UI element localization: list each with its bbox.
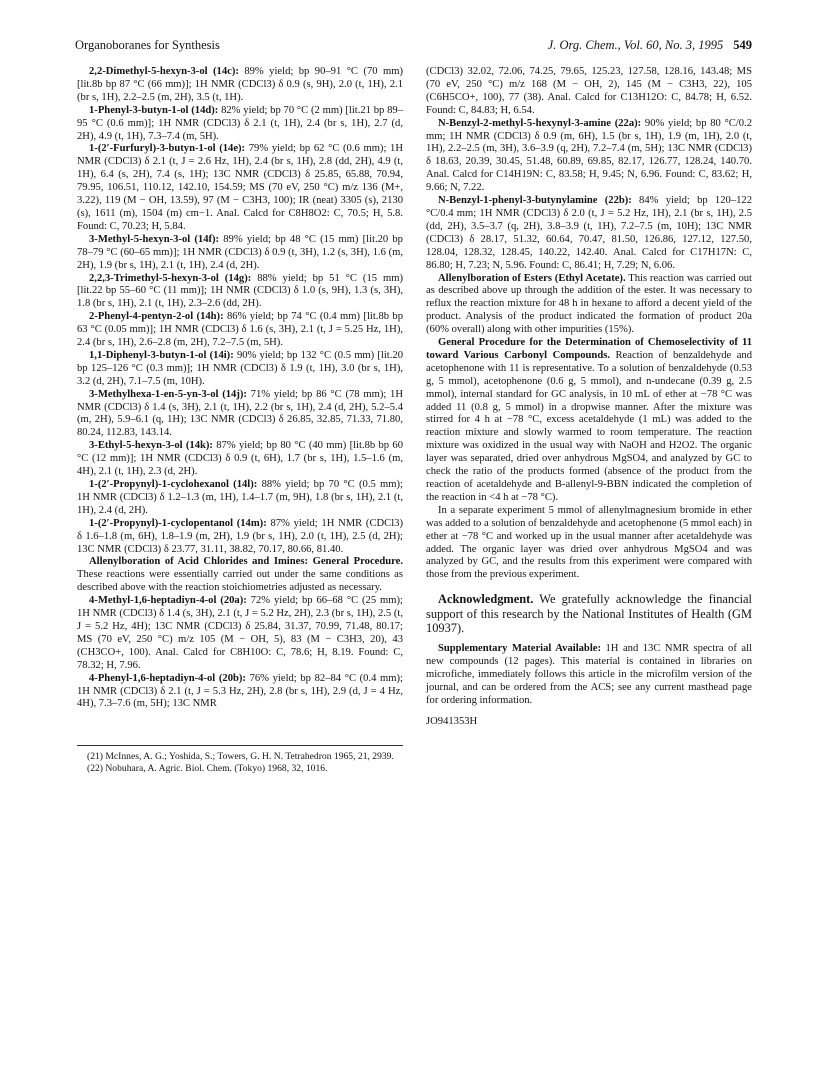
paragraph-heading: 2-Phenyl-4-pentyn-2-ol (14h): (89, 311, 224, 323)
paragraph-text: 90% yield; bp 132 °C (0.5 mm) [lit.20 bp 125–126 °C (0.3 mm)]; 1H NMR (CDCl3) δ 1.9 (t, 1H), 3.0 (br s, 1H), 3.2 (d, 2H), 7.1–7.5 (m, 10H). (77, 349, 403, 387)
procedure-paragraph (426, 118, 752, 195)
compound-paragraph (77, 673, 403, 712)
paragraph-text: In a separate experiment 5 mmol of allenylmagnesium bromide in ether was added to a solution of benzaldehyde and acetophenone (5 mmol each) in ether at −78 °C and worked up in the usual manner after acetaldehyde was added. The organic layer was dried over anhydrous MgSO4 and was analyzed by GC, and the results from this experiment were compared with those from the previous experiment. (426, 504, 752, 581)
paragraph-text: 90% yield; bp 80 °C/0.2 mm; 1H NMR (CDCl3) δ 0.9 (m, 6H), 1.5 (br s, 1H), 1.9 (m, 1H), 2.0 (t, 1H), 2.2–2.5 (m, 3H), 3.6–3.9 (q, 2H), 7.2–7.4 (m, 5H); 13C NMR (CDCl3) δ 18.63, 20.39, 30.45, 51.48, 60.89, 69.85, 82.17, 126.77, 128.24, 140.70. Anal. Calcd for C14H19N: C, 83.58; H, 9.45; N, 6.96. Found: C, 83.62; H, 9.66; N, 7.22. (426, 117, 753, 194)
paragraph-text: 89% yield; bp 48 °C (15 mm) [lit.20 bp 78–79 °C (60–65 mm)]; 1H NMR (CDCl3) δ 0.9 (t, 3H), 1.2 (s, 3H), 1.6 (m, 2H), 1.9 (br s, 1H), 2.1 (t, 1H), 2.4 (d, 2H). (77, 233, 403, 271)
paragraph-text: 89% yield; bp 90–91 °C (70 mm) [lit.8b bp 87 °C (66 mm)]; 1H NMR (CDCl3) δ 0.9 (s, 9H), 2.0 (t, 1H), 2.1 (br s, 1H), 2.2–2.5 (m, 2H), 3.5 (t, 1H). (77, 66, 403, 103)
compound-paragraph (77, 350, 403, 389)
paragraph-heading: Allenylboration of Esters (Ethyl Acetate). (438, 272, 626, 284)
compound-paragraph (77, 595, 403, 672)
paragraph-text: 88% yield; bp 51 °C (15 mm) [lit.22 bp 55–60 °C (11 mm)]; 1H NMR (CDCl3) δ 1.0 (s, 9H), 1.3 (s, 3H), 1.8 (br s, 1H), 2.1 (t, 1H), 2.3–2.6 (dd, 2H). (77, 272, 403, 310)
paragraph-heading: 1-(2′-Propynyl)-1-cyclopentanol (14m): (89, 517, 267, 529)
paragraph-heading: General Procedure for the Determination of Chemoselectivity of 11 toward Various Carbonyl Compounds. (426, 337, 752, 361)
supplementary-body: 1H and 13C NMR spectra of all new compounds (12 pages). This material is contained in libraries on microfiche, immediately follows this article in the microfilm version of the journal, and can be ordered from the ACS; see any current masthead page for ordering information. (426, 643, 752, 707)
compound-paragraph (77, 518, 403, 557)
paragraph-heading: N-Benzyl-2-methyl-5-hexynyl-3-amine (22a): (438, 117, 642, 129)
procedure-paragraph (426, 66, 752, 118)
procedure-paragraph (426, 505, 752, 582)
paragraph-heading: 1-(2′-Propynyl)-1-cyclohexanol (14l): (89, 479, 258, 490)
compound-paragraph (77, 273, 403, 312)
supplementary-title: Supplementary Material Available: (438, 643, 601, 655)
paragraph-heading: 3-Methyl-5-hexyn-3-ol (14f): (89, 233, 220, 245)
compound-paragraph (77, 311, 403, 350)
procedure-paragraph (426, 273, 752, 338)
paragraph-heading: 1,1-Diphenyl-3-butyn-1-ol (14i): (89, 349, 234, 361)
journal-name: J. Org. Chem., Vol. 60, No. 3, 1995 (547, 38, 724, 52)
running-title: Organoboranes for Synthesis (75, 38, 220, 52)
manuscript-id: JO941353H (426, 716, 478, 727)
procedure-paragraph (426, 337, 752, 505)
paragraph-text: 86% yield; bp 74 °C (0.4 mm) [lit.8b bp 63 °C (0.05 mm)]; 1H NMR (CDCl3) δ 1.6 (s, 3H), 2.1 (t, J = 5.25 Hz, 1H), 2.4 (br s, 1H), 2.6–2.8 (m, 2H), 7.2–7.5 (m, 5H). (77, 311, 404, 349)
paragraph-heading: N-Benzyl-1-phenyl-3-butynylamine (22b): (438, 195, 632, 207)
paragraph-heading: 1-(2′-Furfuryl)-3-butyn-1-ol (14e): (89, 143, 246, 155)
paragraph-text: 71% yield; bp 86 °C (78 mm); 1H NMR (CDCl3) δ 1.4 (s, 3H), 2.1 (t, 1H), 2.2 (br s, 1H), 2.4 (d, 2H), 5.2–5.4 (m, 2H), 5.9–6.1 (q, 1H); 13C NMR (CDCl3) δ 26.85, 32.85, 71.33, 71.80, 80.24, 112.83, 143.14. (77, 388, 403, 439)
paragraph-text: These reactions were essentially carried out under the same conditions as described above with the reaction stoichiometries adjusted as necessary. (77, 569, 403, 594)
right-column (426, 66, 752, 729)
paragraph-text: Reaction of benzaldehyde and acetophenone with 11 is representative. To a solution of benzaldehyde (0.53 g, 5 mmol), acetophenone (0.6 g, 5 mmol), and n-undecane (0.39 g, 2.5 mmol), internal standard for GC analysis, in 10 mL of ether at −78 °C was added 11 (0.8 g, 5 mmol) in a dropwise manner. After the mixture was stirred for 4 h at −78 °C, excess acetaldehyde (1 mL) was added to the reaction mixture and slowly warmed to room temperature. The reaction mixture was oxidized in the usual way with NaOH and H2O2. The organic layer was separated, dried over anhydrous MgSO4, and analyzed by GC to check the ratio of the products formed (absence of the product from the reaction of acetaldehyde and B-allenyl-9-BBN indicated the completion of the reaction in <4 h at −78 °C). (426, 349, 752, 503)
compound-paragraph (77, 479, 403, 518)
paragraph-heading: 3-Ethyl-5-hexyn-3-ol (14k): (89, 440, 213, 452)
page-number: 549 (733, 38, 752, 52)
paragraph-text: 87% yield; bp 80 °C (40 mm) [lit.8b bp 60 °C (12 mm)]; 1H NMR (CDCl3) δ 0.9 (t, 6H), 1.7 (br s, 1H), 1.5–1.6 (m, 4H), 2.1 (t, 1H), 2.3 (d, 2H). (77, 440, 403, 478)
compound-paragraph (77, 389, 403, 441)
compound-paragraph (77, 556, 403, 595)
running-header (75, 38, 752, 54)
journal-citation (548, 38, 752, 53)
paragraph-heading: 4-Phenyl-1,6-heptadiyn-4-ol (20b): (89, 672, 246, 684)
compound-paragraph (77, 105, 403, 144)
paragraph-text: 87% yield; 1H NMR (CDCl3) δ 1.6–1.8 (m, 6H), 1.8–1.9 (m, 2H), 1.9 (br s, 1H), 2.0 (t, 1H), 2.5 (d, 2H); 13C NMR (CDCl3) δ 23.77, 31.11, 38.82, 70.17, 80.66, 81.40. (77, 517, 403, 555)
left-column (77, 66, 403, 711)
compound-paragraph (77, 143, 403, 233)
paragraph-text: 88% yield; bp 70 °C (0.5 mm); 1H NMR (CDCl3) δ 1.2–1.3 (m, 1H), 1.4–1.7 (m, 9H), 1.8 (br s, 1H), 2.1 (t, 1H), 2.4 (d, 2H). (77, 479, 403, 516)
paragraph-text: 72% yield; bp 66–68 °C (25 mm); 1H NMR (CDCl3) δ 1.4 (s, 3H), 2.1 (t, J = 5.2 Hz, 2H), 2.3 (br s, 1H), 2.5 (t, J = 5.2 Hz, 4H); 13C NMR (CDCl3) δ 25.84, 31.37, 70.99, 71.48, 80.17; MS (70 eV, 250 °C) m/z 105 (M − OH, 5), 83 (M − C3H3, 20), 43 (CH3CO+, 100). Anal. Calcd for C8H10O: C, 78.6; H, 8.19. Found: C, 78.32; H, 7.96. (77, 595, 403, 671)
procedure-paragraph (426, 195, 752, 272)
paragraph-text: 82% yield; bp 70 °C (2 mm) [lit.21 bp 89–95 °C (0.6 mm)]; 1H NMR (CDCl3) δ 2.1 (t, 1H), 2.4 (br s, 1H), 2.7 (d, 2H), 4.9 (t, 1H), 7.3–7.4 (m, 5H). (77, 104, 403, 142)
paragraph-heading: 2,2-Dimethyl-5-hexyn-3-ol (14c): (89, 66, 239, 77)
footnote-21: (21) McInnes, A. G.; Yoshida, S.; Towers, G. H. N. Tetrahedron 1965, 21, 2939. (87, 751, 394, 762)
footnotes (77, 745, 403, 776)
acknowledgment-body: We gratefully acknowledge the financial support of this research by the National Institutes of Health (GM 10937). (426, 592, 752, 636)
paragraph-text: (CDCl3) 32.02, 72.06, 74.25, 79.65, 125.23, 127.58, 128.16, 143.48; MS (70 eV, 250 °C) m/z 168 (M − OH, 2), 145 (M − C3H3, 22), 105 (C6H5CO+, 100), 77 (38). Anal. Calcd for C13H12O: C, 84.78; H, 6.52. Found: C, 84.83; H, 6.54. (426, 66, 752, 116)
experimental-paragraphs (426, 66, 752, 582)
compound-paragraph (77, 440, 403, 479)
supplementary-material (426, 643, 752, 708)
acknowledgment (426, 592, 752, 635)
footnote-22: (22) Nobuhara, A. Agric. Biol. Chem. (Tokyo) 1968, 32, 1016. (87, 763, 328, 775)
paragraph-heading: 1-Phenyl-3-butyn-1-ol (14d): (89, 104, 219, 116)
paragraph-text: 76% yield; bp 82–84 °C (0.4 mm); 1H NMR (CDCl3) δ 2.1 (t, J = 5.3 Hz, 2H), 2.8 (br s, 1H), 2.9 (d, J = 4 Hz, 4H), 7.3–7.6 (m, 5H); 13C NMR (77, 672, 404, 710)
compound-paragraph (77, 234, 403, 273)
paragraph-heading: 2,2,3-Trimethyl-5-hexyn-3-ol (14g): (89, 272, 252, 284)
paragraph-heading: 4-Methyl-1,6-heptadiyn-4-ol (20a): (89, 595, 247, 607)
paragraph-heading: 3-Methylhexa-1-en-5-yn-3-ol (14j): (89, 388, 247, 400)
paragraph-text: 84% yield; bp 120–122 °C/0.4 mm; 1H NMR (CDCl3) δ 2.0 (t, J = 5.2 Hz, 1H), 2.1 (br s, 1H), 2.5 (dd, 2H), 3.5–3.7 (q, 2H), 3.8–3.9 (t, 1H), 7.2–7.5 (m, 10H); 13C NMR (CDCl3) δ 28.17, 51.32, 60.64, 70.47, 81.50, 126.86, 127.12, 127.50, 128.04, 128.32, 128.45, 140.22, 142.40. Anal. Calcd for C17H17N: C, 86.80; H, 7.23; N, 5.96. Found: C, 86.41; H, 7.29; N, 6.06. (426, 195, 752, 271)
paragraph-heading: Allenylboration of Acid Chlorides and Imines: General Procedure. (89, 556, 403, 568)
paragraph-text: 79% yield; bp 62 °C (0.6 mm); 1H NMR (CDCl3) δ 2.1 (t, J = 2.6 Hz, 1H), 2.4 (br s, 1H), 2.8 (dd, 2H), 4.9 (t, 1H), 6.4 (s, 2H), 7.4 (s, 1H); 13C NMR (CDCl3) δ 25.85, 65.88, 70.94, 79.95, 106.51, 110.12, 142.10, 154.59; MS (70 eV, 250 °C) m/z 136 (M+, 3.22), 119 (M − OH, 13.59), 97 (M − C3H3, 100); IR (neat) 3305 (s), 2130 (s), 1611 (m), 1504 (m) cm−1. Anal. Calcd for C8H8O2: C, 70.5; H, 5.8. Found: C, 70.23; H, 5.84. (77, 143, 403, 232)
paragraph-text: This reaction was carried out as described above up through the addition of the ester. It was necessary to reflux the reaction mixture for 48 h in hexane to afford a decent yield of the product. Analysis of the product indicated the formation of product 20a (60% overall) along with other impurities (15%). (426, 272, 752, 336)
acknowledgment-title: Acknowledgment. (438, 592, 534, 607)
compound-paragraph (77, 66, 403, 105)
